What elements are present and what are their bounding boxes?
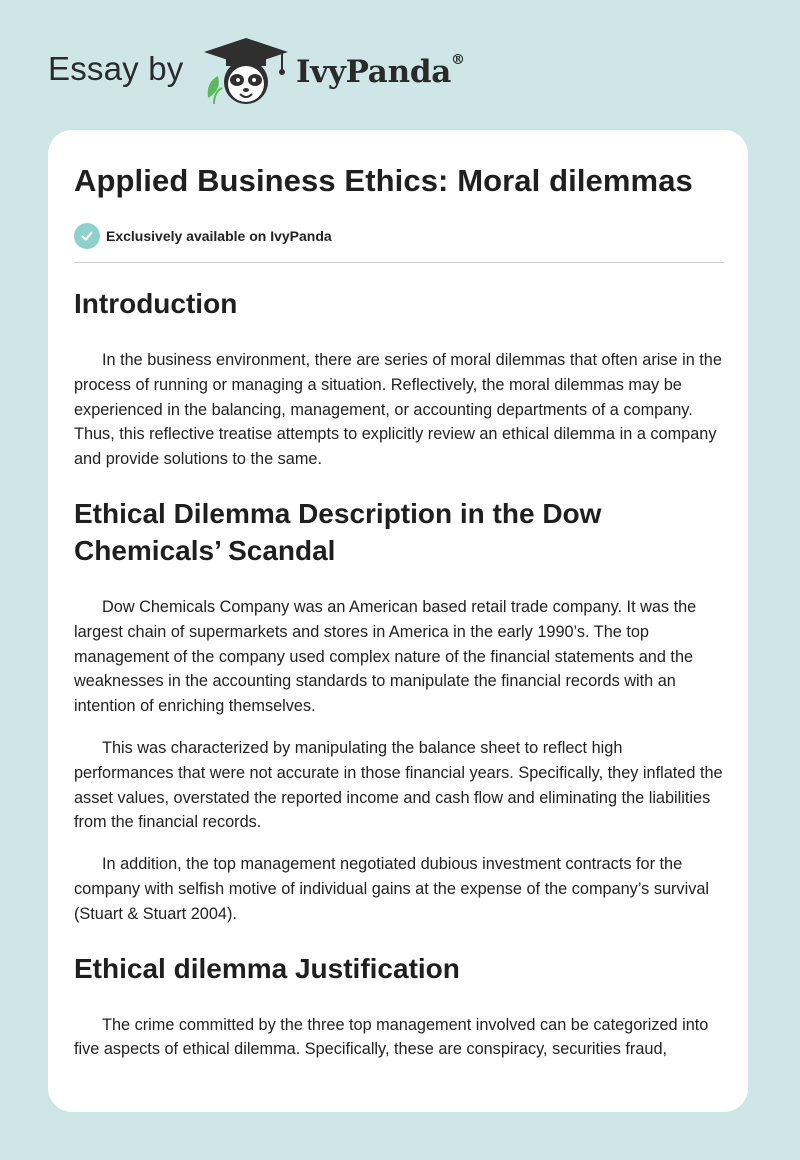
exclusive-label: Exclusively available on IvyPanda (106, 228, 332, 244)
article-card (48, 130, 748, 1112)
exclusive-badge (74, 222, 724, 250)
paragraph: In addition, the top management negotiated dubious investment contracts for the company with selfish motive of individual gains at the expense of the company’s survival (Stuart & Stuart 2004). (74, 855, 710, 923)
section-heading: Ethical dilemma Justification (74, 952, 460, 984)
section-heading: Introduction (74, 288, 238, 319)
section-dilemma-description (74, 495, 724, 927)
registered-mark: ® (451, 52, 465, 68)
section-dilemma-justification (74, 950, 724, 1063)
section-heading: Ethical Dilemma Description in the Dow Chemicals’ Scandal (74, 497, 602, 566)
divider (74, 262, 724, 263)
paragraph: The crime committed by the three top management involved can be categorized into five aspects of ethical dilemma. Specifically, these are conspiracy, securities fraud, (74, 1015, 709, 1059)
essay-by-label: Essay by (48, 50, 184, 87)
article-title: Applied Business Ethics: Moral dilemmas (74, 163, 693, 198)
paragraph: In the business environment, there are series of moral dilemmas that often arise in the process of running or managing a situation. Reflectively, the moral dilemmas may be experienced in the balancing, management, or accounting departments of a company. Thus, this reflective treatise attempts to explicitly review an ethical dilemma in a company and provide solutions to the same. (74, 351, 722, 469)
paragraph: Dow Chemicals Company was an American based retail trade company. It was the largest chain of supermarkets and stores in America in the early 1990’s. The top management of the company used complex nature of the financial statements and the weaknesses in the accounting standards to manipulate the financial records with an intention of enriching themselves. (74, 597, 697, 716)
article-content (74, 160, 724, 1062)
site-header (0, 0, 800, 130)
section-introduction (74, 285, 724, 472)
brand-name[interactable] (296, 54, 465, 90)
paragraph: This was characterized by manipulating the balance sheet to reflect high performances that were not accurate in those financial years. Specifically, they inflated the asset values, overstated the reported income and cash flow and eliminating the liabilities from the financial records. (74, 738, 723, 832)
brand-text: IvyPanda (296, 54, 451, 90)
panda-graduate-icon[interactable] (200, 36, 292, 108)
check-circle-icon (74, 223, 100, 249)
